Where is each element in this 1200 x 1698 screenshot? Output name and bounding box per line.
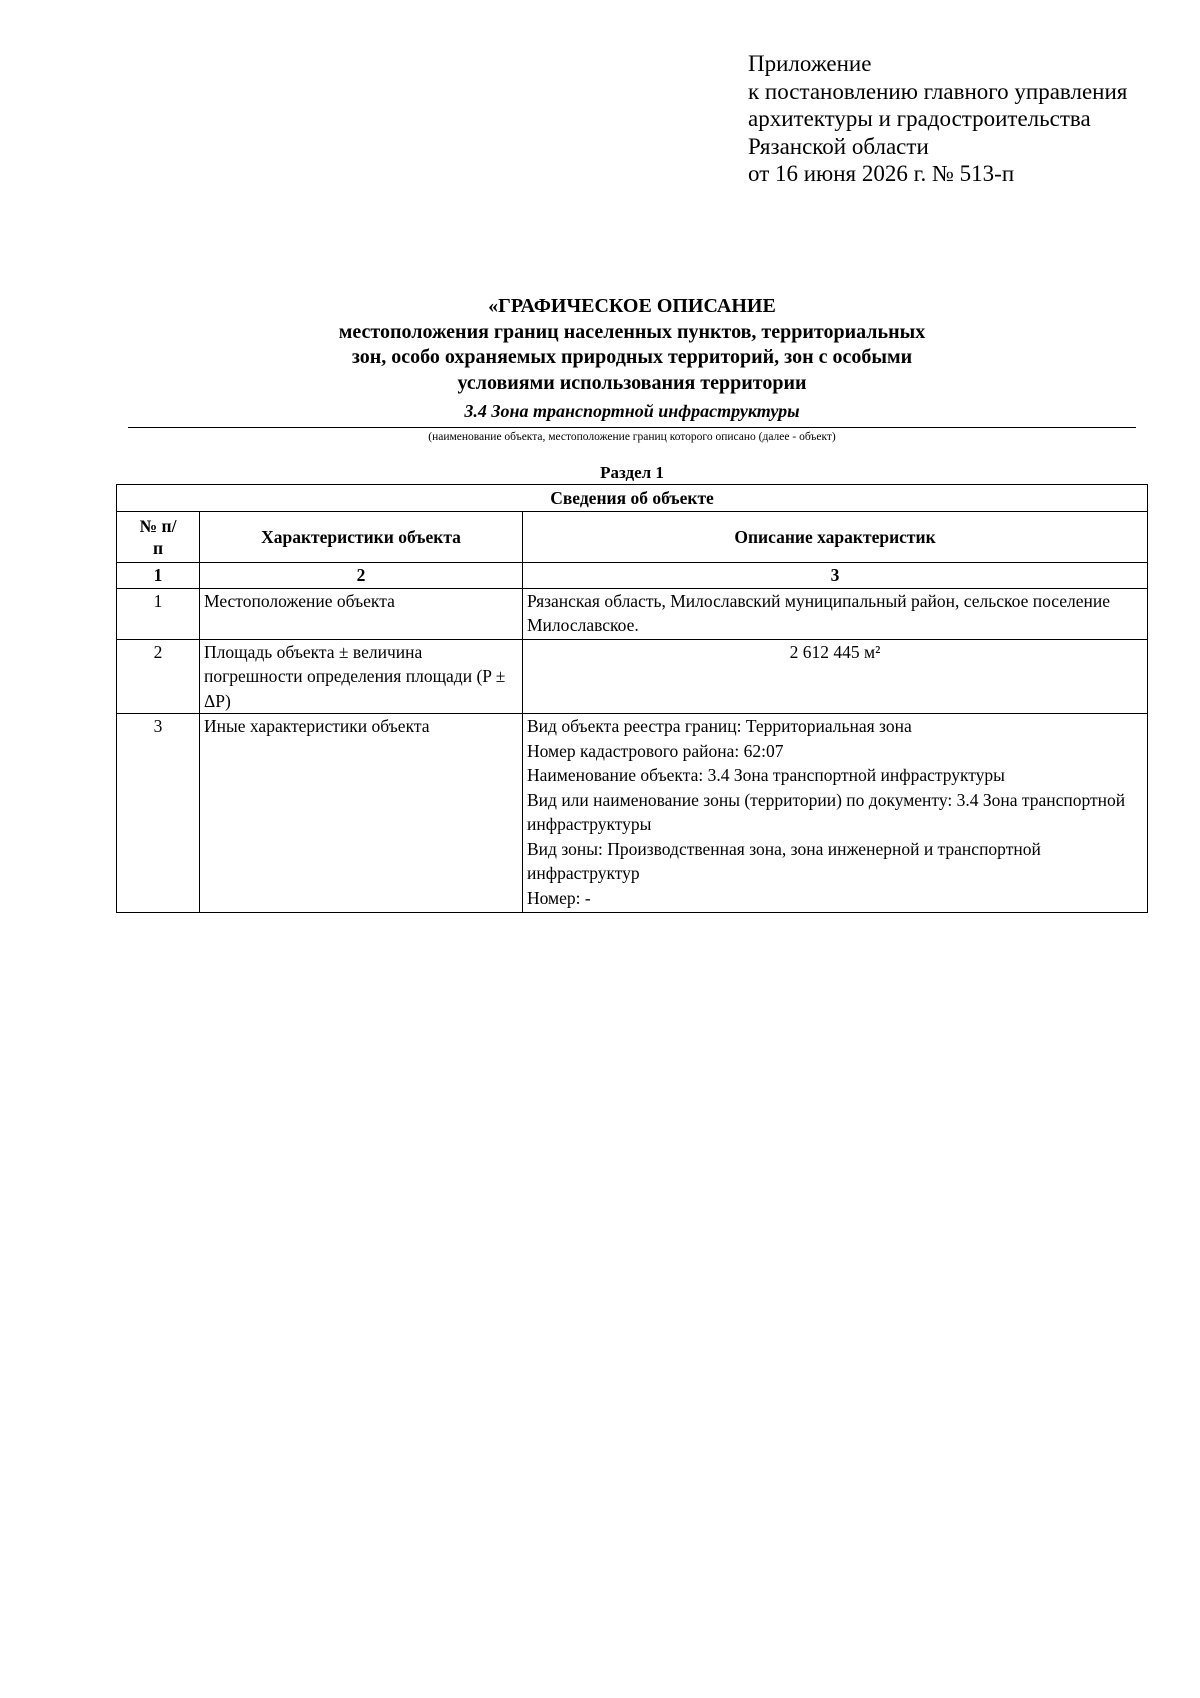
appendix-line: к постановлению главного управления (748, 78, 1128, 104)
column-number: 1 (117, 563, 200, 589)
column-number: 2 (200, 563, 523, 589)
row-description: 2 612 445 м² (523, 639, 1148, 714)
header-num: № п/п (117, 512, 200, 563)
description-line: Номер кадастрового района: 62:07 (527, 740, 784, 761)
document-title (0, 294, 1200, 396)
appendix-line: Приложение (748, 51, 872, 76)
table-header-row (117, 512, 1148, 563)
object-info-table (116, 484, 1148, 913)
row-characteristic: Местоположение объекта (200, 588, 523, 639)
column-number: 3 (523, 563, 1148, 589)
table-caption-row (117, 485, 1148, 512)
appendix-header (748, 50, 1188, 188)
appendix-line: Рязанской области (748, 133, 929, 159)
column-numbers-row (117, 563, 1148, 589)
row-characteristic: Площадь объекта ± величина погрешности определения площади (P ± ΔP) (200, 639, 523, 714)
table-row (117, 588, 1148, 639)
appendix-line: от 16 июня 2026 г. № 513-п (748, 161, 1015, 186)
description-line: Номер: - (527, 887, 591, 908)
description-line: Вид зоны: Производственная зона, зона инженерной и транспортной инфраструктур (527, 838, 1041, 883)
description-line: Вид объекта реестра границ: Территориальная зона (527, 716, 912, 736)
header-description: Описание характеристик (523, 512, 1148, 563)
description-line: Вид или наименование зоны (территории) по документу: 3.4 Зона транспортной инфраструктуры (527, 789, 1126, 834)
object-name-note: (наименование объекта, местоположение границ которого описано (далее - объект) (428, 431, 836, 443)
table-caption: Сведения об объекте (117, 485, 1148, 512)
row-num: 3 (117, 714, 200, 913)
object-name-underline (128, 427, 1136, 428)
description-line: Наименование объекта: 3.4 Зона транспортной инфраструктуры (527, 765, 1005, 785)
table-row (117, 714, 1148, 913)
title-line: условиями использования территории (457, 371, 807, 394)
row-characteristic: Иные характеристики объекта (200, 714, 523, 913)
title-line: «ГРАФИЧЕСКОЕ ОПИСАНИЕ (488, 295, 776, 317)
header-characteristic: Характеристики объекта (200, 512, 523, 563)
appendix-line: архитектуры и градостроительства (748, 106, 1091, 131)
row-description: Рязанская область, Милославский муниципальный район, сельское поселение Милославское. (523, 588, 1148, 639)
row-num: 2 (117, 639, 200, 714)
table-row (117, 639, 1148, 714)
section-title: Раздел 1 (600, 463, 664, 482)
object-name: 3.4 Зона транспортной инфраструктуры (464, 401, 800, 421)
title-line: местоположения границ населенных пунктов, территориальных (338, 320, 926, 343)
title-line: зон, особо охраняемых природных территорий, зон с особыми (351, 346, 913, 368)
row-num: 1 (117, 588, 200, 639)
row-description (523, 714, 1148, 913)
